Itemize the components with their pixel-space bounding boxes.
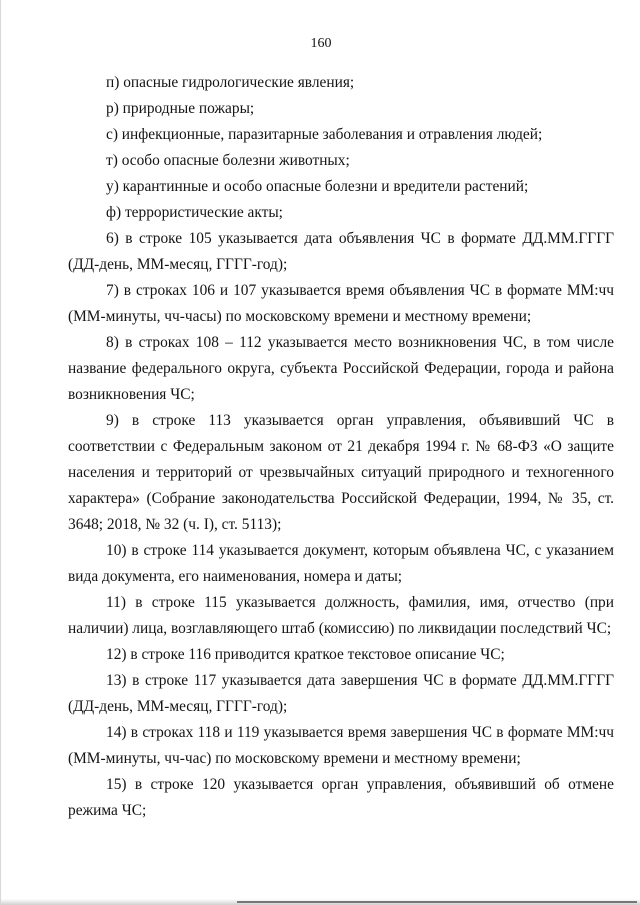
paragraph-7: 7) в строках 106 и 107 указывается время объявления ЧС в формате ММ:чч (ММ-минуты, чч-часы) по московскому времени и местному времени; bbox=[68, 282, 614, 325]
paragraph-11: 11) в строке 115 указывается должность, фамилия, имя, отчество (при наличии) лица, возглавляющего штаб (комиссию) по ликвидации последствий ЧС; bbox=[68, 594, 614, 637]
paragraph-6: 6) в строке 105 указывается дата объявления ЧС в формате ДД.ММ.ГГГГ (ДД-день, ММ-месяц, ГГГГ-год); bbox=[68, 230, 614, 273]
paragraph-15: 15) в строке 120 указывается орган управления, объявивший об отмене режима ЧС; bbox=[68, 776, 614, 819]
paragraph-item-s: с) инфекционные, паразитарные заболевания и отравления людей; bbox=[106, 126, 543, 143]
paragraph-9: 9) в строке 113 указывается орган управления, объявивший ЧС в соответствии с Федеральным законом от 21 декабря 1994 г. № 68-ФЗ «О защите населения и территорий от чрезвычайных ситуаций природного и техногенного характера» (Собрание законодательства Российской Федерации, 1994, № 35, ст. 3648; 2018, № 32 (ч. I), ст. 5113); bbox=[68, 412, 614, 533]
paragraph-12: 12) в строке 116 приводится краткое текстовое описание ЧС; bbox=[106, 646, 505, 663]
paragraph-item-r: р) природные пожары; bbox=[106, 100, 255, 117]
page-number: 160 bbox=[310, 36, 332, 51]
paragraph-10: 10) в строке 114 указывается документ, которым объявлена ЧС, с указанием вида документа, его наименования, номера и даты; bbox=[68, 542, 614, 585]
paragraph-item-u: у) карантинные и особо опасные болезни и вредители растений; bbox=[106, 178, 529, 195]
paragraph-13: 13) в строке 117 указывается дата завершения ЧС в формате ДД.ММ.ГГГГ (ДД-день, ММ-месяц, ГГГГ-год); bbox=[68, 672, 614, 715]
paragraph-item-f: ф) террористические акты; bbox=[106, 204, 283, 221]
paragraph-14: 14) в строках 118 и 119 указывается время завершения ЧС в формате ММ:чч (ММ-минуты, чч-час) по московскому времени и местному времени; bbox=[68, 724, 614, 767]
paragraph-item-p: п) опасные гидрологические явления; bbox=[106, 74, 355, 91]
paragraph-8: 8) в строках 108 – 112 указывается место возникновения ЧС, в том числе название федерального округа, субъекта Российской Федерации, города и района возникновения ЧС; bbox=[68, 334, 614, 403]
paragraph-item-t: т) особо опасные болезни животных; bbox=[106, 152, 350, 169]
document-body bbox=[68, 70, 614, 824]
scan-edge-mark bbox=[237, 901, 637, 903]
